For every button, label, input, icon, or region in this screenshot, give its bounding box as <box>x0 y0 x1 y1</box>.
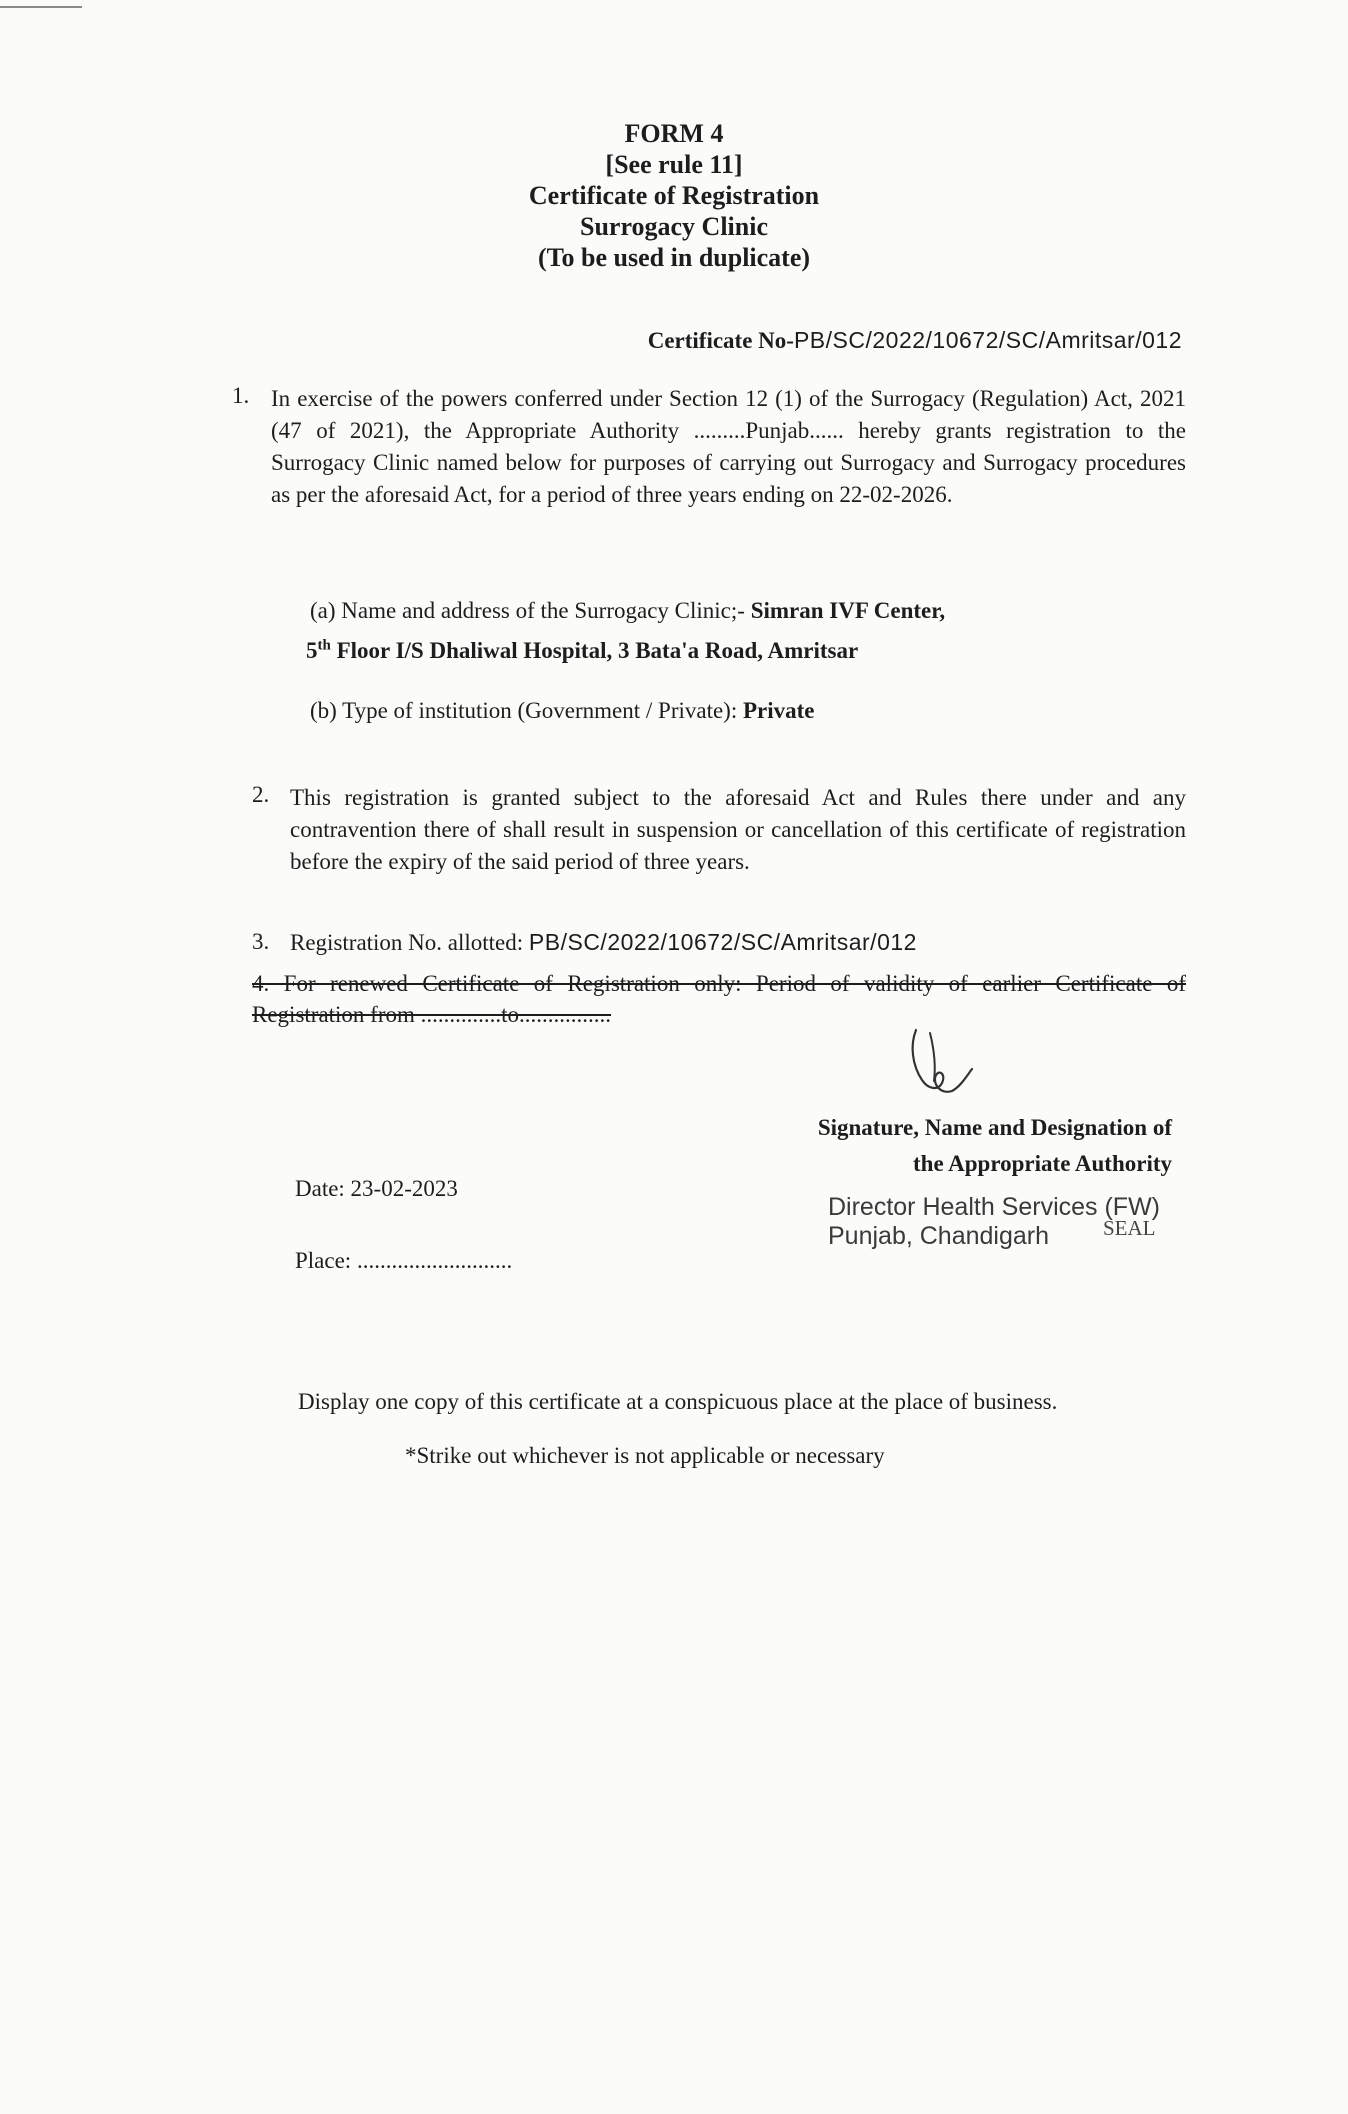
strike-out-note: *Strike out whichever is not applicable or necessary <box>405 1443 885 1468</box>
display-note: Display one copy of this certificate at a conspicuous place at the place of business. <box>298 1389 1058 1414</box>
clinic-address <box>306 638 858 663</box>
certificate-number <box>648 327 1182 354</box>
clinic-address-text: Floor I/S Dhaliwal Hospital, 3 Bata'a Road, Amritsar <box>336 637 859 663</box>
clinic-floor-suffix: th <box>317 637 331 653</box>
institution-type <box>310 698 814 724</box>
para-2-text: This registration is granted subject to the aforesaid Act and Rules there under and any contravention there of shall result in suspension or cancellation of this certificate of registration before the expiry of the said period of three years. <box>290 785 1186 874</box>
clinic-label: (a) Name and address of the Surrogacy Clinic;- <box>310 598 745 623</box>
form-rule: [See rule 11] <box>605 150 743 179</box>
form-subtitle: Surrogacy Clinic <box>579 212 769 241</box>
stamp-line-2: Punjab, Chandigarh <box>828 1222 1049 1250</box>
certificate-number-value: PB/SC/2022/10672/SC/Amritsar/012 <box>793 327 1182 353</box>
certificate-number-label: Certificate No- <box>647 328 794 353</box>
issue-date: Date: 23-02-2023 <box>295 1176 458 1201</box>
seal-text: SEAL <box>1103 1216 1156 1240</box>
form-number: FORM 4 <box>624 119 724 148</box>
form-header <box>0 118 1348 273</box>
form-title: Certificate of Registration <box>528 181 820 210</box>
handwritten-signature <box>900 1025 990 1115</box>
para-4-struck-text: 4. For renewed Certificate of Registration only: Period of validity of earlier Certificate of Registration from ..............to................ <box>252 971 1186 1027</box>
clinic-name-address <box>306 593 1190 668</box>
signature-label-line-2: the Appropriate Authority <box>913 1151 1172 1176</box>
scan-edge-line <box>0 6 82 8</box>
para-3-number: 3. <box>252 929 270 954</box>
clinic-floor-number: 5 <box>306 637 318 663</box>
institution-type-label: (b) Type of institution (Government / Private): <box>310 698 738 723</box>
registration-number-label: Registration No. allotted: <box>290 930 524 955</box>
stamp-line-1: Director Health Services (FW) <box>828 1193 1160 1221</box>
signature-designation-label <box>762 1110 1172 1182</box>
institution-type-value: Private <box>742 698 815 723</box>
form-note: (To be used in duplicate) <box>537 243 811 272</box>
issue-place: Place: ........................... <box>295 1248 513 1273</box>
para-1-text: In exercise of the powers conferred under Section 12 (1) of the Surrogacy (Regulation) Act, 2021 (47 of 2021), the Appropriate Authority .........Punjab...... hereby grants registration to the Surrogacy Clinic named below for purposes of carrying out Surrogacy and Surrogacy procedures as per the aforesaid Act, for a period of three years ending on 22-02-2026. <box>271 386 1186 507</box>
para-1-number: 1. <box>232 383 250 408</box>
signature-label-line-1: Signature, Name and Designation of <box>817 1115 1172 1140</box>
registration-number <box>290 929 917 956</box>
registration-number-value: PB/SC/2022/10672/SC/Amritsar/012 <box>528 929 917 955</box>
clinic-name: Simran IVF Center, <box>750 598 946 623</box>
para-2-number: 2. <box>252 782 270 807</box>
